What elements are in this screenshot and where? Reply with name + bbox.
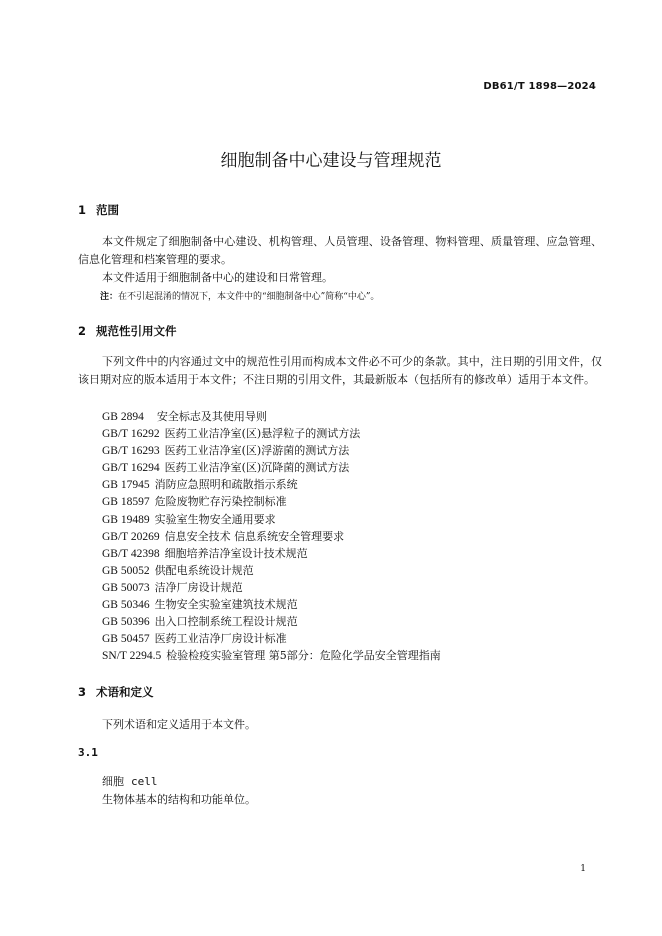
reference-code: GB/T 20269: [102, 530, 160, 543]
reference-item: [102, 425, 441, 442]
reference-name: 医药工业洁净室(区)浮游菌的测试方法: [164, 444, 350, 458]
reference-code: GB 50052: [102, 564, 150, 577]
reference-code: GB/T 16292: [102, 428, 160, 441]
reference-name: 检验检疫实验室管理 第5部分：危险化学品安全管理指南: [166, 649, 441, 663]
reference-name: 安全标志及其使用导则: [156, 410, 267, 423]
section-1-note: [100, 289, 379, 302]
section-3-heading: [78, 684, 154, 700]
reference-code: GB 50346: [102, 599, 150, 612]
reference-item: [102, 511, 441, 528]
reference-item: [102, 493, 441, 510]
reference-name: 危险废物贮存污染控制标准: [154, 495, 287, 509]
section-1-heading: [78, 202, 119, 218]
reference-item: [102, 408, 441, 425]
reference-code: GB 18597: [102, 496, 150, 509]
reference-code: GB 17945: [102, 479, 150, 492]
page-number: 1: [580, 864, 586, 874]
section-number: 1: [78, 203, 87, 217]
reference-code: GB/T 42398: [102, 547, 160, 560]
reference-name: 供配电系统设计规范: [154, 563, 254, 577]
section-number: 3: [78, 685, 87, 699]
note-label: 注：: [100, 292, 119, 302]
section-2-paragraph-1: 下列文件中的内容通过文中的规范性引用而构成本文件必不可少的条款。其中，注日期的引用文件，仅该日期对应的版本适用于本文件；不注日期的引用文件，其最新版本（包括所有的修改单）适用于本文件。: [78, 355, 602, 386]
reference-name: 生物安全实验室建筑技术规范: [154, 598, 298, 612]
reference-name: 实验室生物安全通用要求: [154, 512, 276, 526]
reference-name: 医药工业洁净室(区)悬浮粒子的测试方法: [164, 427, 361, 441]
term-name: [102, 773, 158, 789]
section-2-heading: [78, 323, 177, 339]
reference-item: [102, 562, 441, 579]
term-definition: 生物体基本的结构和功能单位。: [102, 793, 256, 806]
reference-code: GB 2894: [102, 411, 144, 423]
reference-code: SN/T 2294.5: [102, 650, 162, 663]
reference-name: 信息安全技术 信息系统安全管理要求: [164, 529, 345, 543]
section-1-paragraph-1: 本文件规定了细胞制备中心建设、机构管理、人员管理、设备管理、物料管理、质量管理、应急管理、信息化管理和档案管理的要求。: [78, 235, 602, 266]
section-1-paragraph-2: 本文件适用于细胞制备中心的建设和日常管理。: [102, 271, 333, 284]
reference-name: 细胞培养洁净室设计技术规范: [164, 546, 308, 560]
reference-name: 医药工业洁净室(区)沉降菌的测试方法: [164, 461, 350, 475]
reference-item: [102, 459, 441, 476]
reference-item: [102, 630, 441, 647]
reference-item: [102, 528, 441, 545]
reference-code: GB 50396: [102, 616, 150, 629]
reference-item: [102, 545, 441, 562]
reference-item: [102, 613, 441, 630]
section-title: 术语和定义: [96, 685, 154, 699]
normative-reference-list: [102, 408, 441, 664]
reference-item: [102, 476, 441, 493]
reference-name: 医药工业洁净厂房设计标准: [154, 632, 287, 646]
reference-name: 洁净厂房设计规范: [154, 580, 243, 594]
section-title: 范围: [96, 203, 119, 217]
term-name-en: cell: [131, 775, 158, 788]
reference-code: GB 50457: [102, 633, 150, 646]
standard-code: DB61/T 1898—2024: [483, 81, 596, 92]
note-text: 在不引起混淆的情况下，本文件中的“细胞制备中心”简称“中心”。: [118, 292, 380, 302]
section-number: 2: [78, 324, 87, 338]
term-name-zh: 细胞: [102, 775, 124, 788]
reference-code: GB/T 16293: [102, 445, 160, 458]
reference-name: 消防应急照明和疏散指示系统: [154, 478, 298, 492]
reference-code: GB 50073: [102, 581, 150, 594]
document-title: 细胞制备中心建设与管理规范: [220, 151, 442, 171]
reference-code: GB 19489: [102, 513, 150, 526]
reference-item: [102, 442, 441, 459]
reference-item: [102, 596, 441, 613]
reference-code: GB/T 16294: [102, 462, 160, 475]
reference-item: [102, 579, 441, 596]
reference-item: [102, 647, 441, 664]
reference-name: 出入口控制系统工程设计规范: [154, 615, 298, 629]
section-title: 规范性引用文件: [96, 324, 177, 338]
section-3-paragraph-1: 下列术语和定义适用于本文件。: [102, 718, 256, 731]
term-number: 3.1: [78, 746, 98, 759]
